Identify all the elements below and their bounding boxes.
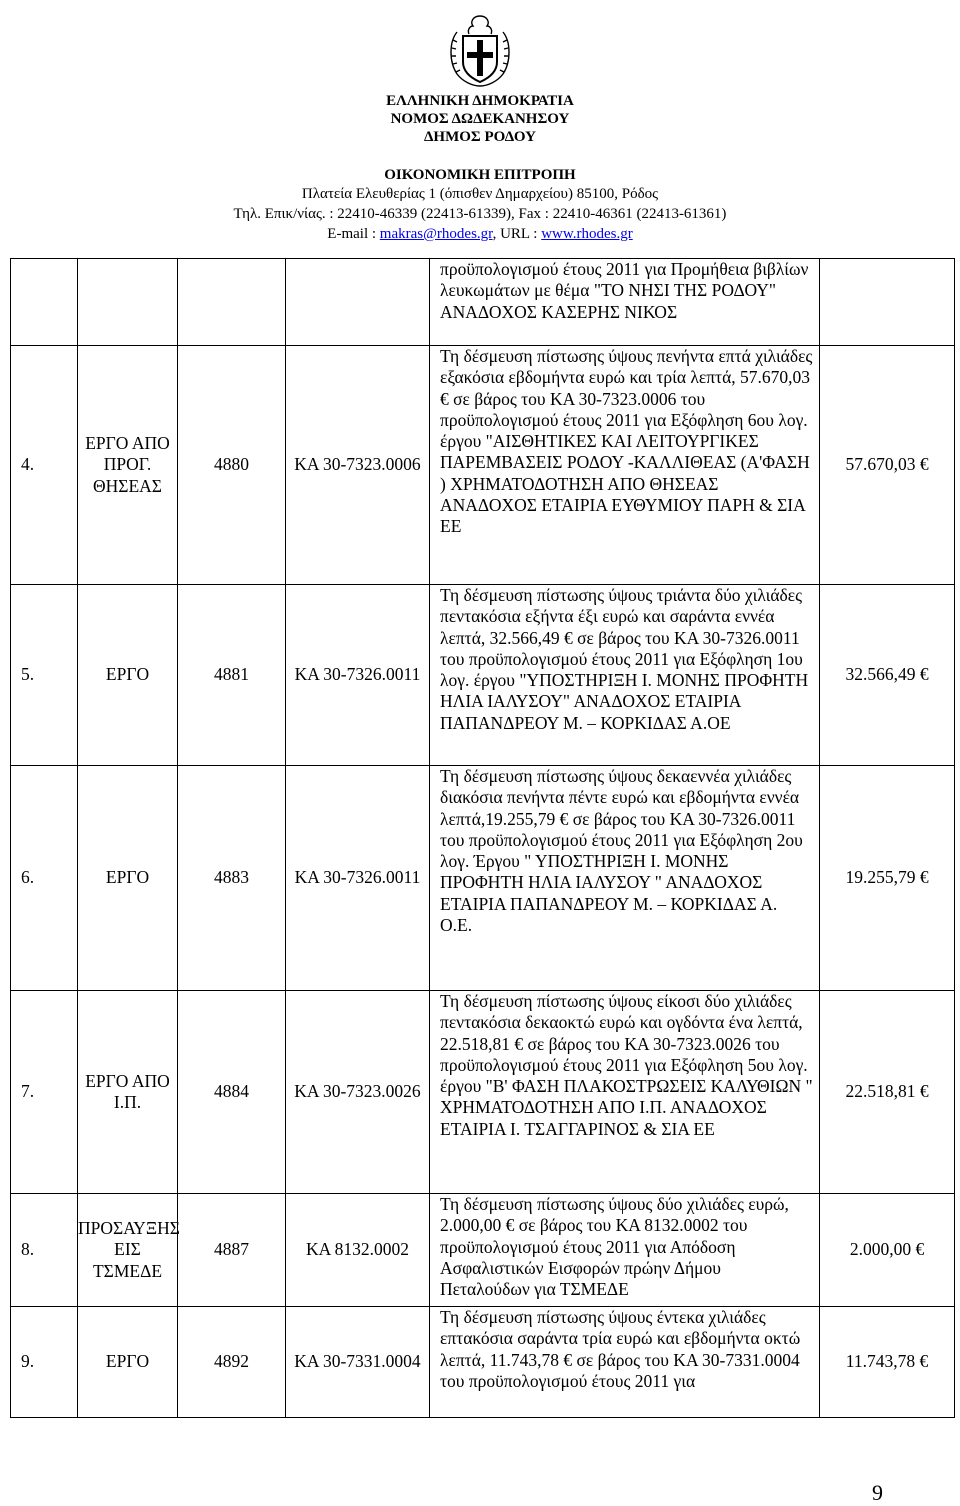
table-row (11, 346, 955, 585)
continuation-text: προϋπολογισμού έτους 2011 για Προμήθεια βιβλίων λευκωμάτων με θέμα "ΤΟ ΝΗΣΙ ΤΗΣ ΡΟΔΟΥ" ΑΝΑΔΟΧΟΣ ΚΑΣΕΡΗΣ ΝΙΚΟΣ (430, 259, 820, 346)
row-type: ΕΡΓΟ ΑΠΟ ΠΡΟΓ. ΘΗΣΕΑΣ (78, 346, 178, 585)
row-description: Τη δέσμευση πίστωσης ύψους είκοσι δύο χιλιάδες πεντακόσια δεκαοκτώ ευρώ και ογδόντα ένα λεπτά, 22.518,81 € σε βάρος του ΚΑ 30-7323.0026 του προϋπολογισμού έτους 2011 για Εξόφληση 5ου λογ. έργου "Β' ΦΑΣΗ ΠΛΑΚΟΣΤΡΩΣΕΙΣ ΚΑΛΥΘΙΩΝ " ΧΡΗΜΑΤΟΔΟΤΗΣΗ ΑΠΟ Ι.Π. ΑΝΑΔΟΧΟΣ ΕΤΑΙΡΙΑ Ι. ΤΣΑΓΓΑΡΙΝΟΣ & ΣΙΑ ΕΕ (430, 991, 820, 1194)
table-row (11, 1194, 955, 1307)
header-prefecture: ΝΟΜΟΣ ΔΩΔΕΚΑΝΗΣΟΥ (390, 111, 570, 127)
row-type: ΕΡΓΟ (78, 585, 178, 766)
row-type: ΕΡΓΟ (78, 766, 178, 991)
header-address: Πλατεία Ελευθερίας 1 (όπισθεν Δημαρχείου) 85100, Ρόδος (301, 186, 659, 202)
row-number: 5. (11, 585, 78, 766)
row-description: Τη δέσμευση πίστωσης ύψους τριάντα δύο χιλιάδες πεντακόσια εξήντα έξι ευρώ και σαράντα εννέα λεπτά, 32.566,49 € σε βάρος του ΚΑ 30-7326.0011 του προϋπολογισμού έτους 2011 για Εξόφληση 1ου λογ. έργου "ΥΠΟΣΤΗΡΙΞΗ Ι. ΜΟΝΗΣ ΠΡΟΦΗΤΗ ΗΛΙΑ ΙΑΛΥΣΟΥ" ΑΝΑΔΟΧΟΣ ΕΤΑΙΡΙΑ ΠΑΠΑΝΔΡΕΟΥ Μ. – ΚΟΡΚΙΔΑΣ Α.ΟΕ (430, 585, 820, 766)
row-amount: 22.518,81 € (820, 991, 955, 1194)
row-ka: ΚΑ 30-7331.0004 (286, 1307, 430, 1418)
url-link[interactable]: www.rhodes.gr (541, 226, 633, 242)
table-row (11, 766, 955, 991)
row-id: 4892 (178, 1307, 286, 1418)
table-row (11, 1307, 955, 1418)
row-ka: ΚΑ 30-7323.0026 (286, 991, 430, 1194)
row-ka: ΚΑ 30-7326.0011 (286, 585, 430, 766)
header-phones: Τηλ. Επικ/νίας. : 22410-46339 (22413-61339), Fax : 22410-46361 (22413-61361) (233, 206, 727, 222)
row-id: 4884 (178, 991, 286, 1194)
row-amount: 2.000,00 € (820, 1194, 955, 1307)
row-amount: 57.670,03 € (820, 346, 955, 585)
continuation-row (11, 259, 955, 346)
row-number: 9. (11, 1307, 78, 1418)
header-committee: ΟΙΚΟΝΟΜΙΚΗ ΕΠΙΤΡΟΠΗ (384, 167, 576, 183)
row-number: 7. (11, 991, 78, 1194)
row-type: ΕΡΓΟ (78, 1307, 178, 1418)
header-contacts (0, 224, 960, 244)
row-amount: 19.255,79 € (820, 766, 955, 991)
row-id: 4883 (178, 766, 286, 991)
row-description: Τη δέσμευση πίστωσης ύψους πενήντα επτά χιλιάδες εξακόσια εβδομήντα ευρώ και τρία λεπτά, 57.670,03 € σε βάρος του ΚΑ 30-7323.0006 του προϋπολογισμού έτους 2011 για Εξόφληση 6ου λογ. έργου "ΑΙΣΘΗΤΙΚΕΣ ΚΑΙ ΛΕΙΤΟΥΡΓΙΚΕΣ ΠΑΡΕΜΒΑΣΕΙΣ ΡΟΔΟΥ -ΚΑΛΛΙΘΕΑΣ (Α'ΦΑΣΗ ) ΧΡΗΜΑΤΟΔΟΤΗΣΗ ΑΠΟ ΘΗΣΕΑΣ ΑΝΑΔΟΧΟΣ ΕΤΑΙΡΙΑ ΕΥΘΥΜΙΟΥ ΠΑΡΗ & ΣΙΑ ΕΕ (430, 346, 820, 585)
row-number: 4. (11, 346, 78, 585)
email-label: E-mail : (327, 226, 380, 242)
table-row (11, 585, 955, 766)
page-number: 9 (872, 1480, 883, 1505)
commitments-table (10, 258, 955, 1418)
header-republic: ΕΛΛΗΝΙΚΗ ΔΗΜΟΚΡΑΤΙΑ (386, 93, 574, 109)
row-description: Τη δέσμευση πίστωσης ύψους δύο χιλιάδες ευρώ, 2.000,00 € σε βάρος του ΚΑ 8132.0002 του προϋπολογισμού έτους 2011 για Απόδοση Ασφαλιστικών Εισφορών πρώην Δήμου Πεταλούδων για ΤΣΜΕΔΕ (430, 1194, 820, 1307)
coat-of-arms-emblem (443, 12, 517, 88)
row-type: ΠΡΟΣΑΥΞΗΣ ΕΙΣ ΤΣΜΕΔΕ (78, 1194, 178, 1307)
row-amount: 32.566,49 € (820, 585, 955, 766)
table-row (11, 991, 955, 1194)
row-ka: ΚΑ 8132.0002 (286, 1194, 430, 1307)
document-header (0, 92, 960, 244)
url-label: , URL : (492, 226, 542, 242)
row-id: 4880 (178, 346, 286, 585)
row-amount: 11.743,78 € (820, 1307, 955, 1418)
row-ka: ΚΑ 30-7323.0006 (286, 346, 430, 585)
row-type: ΕΡΓΟ ΑΠΟ Ι.Π. (78, 991, 178, 1194)
row-number: 6. (11, 766, 78, 991)
header-municipality: ΔΗΜΟΣ ΡΟΔΟΥ (424, 129, 536, 145)
row-id: 4881 (178, 585, 286, 766)
row-number: 8. (11, 1194, 78, 1307)
row-ka: ΚΑ 30-7326.0011 (286, 766, 430, 991)
row-description: Τη δέσμευση πίστωσης ύψους έντεκα χιλιάδες επτακόσια σαράντα τρία ευρώ και εβδομήντα οκτώ λεπτά, 11.743,78 € σε βάρος του ΚΑ 30-7331.0004 του προϋπολογισμού έτους 2011 για (430, 1307, 820, 1418)
email-link[interactable]: makras@rhodes.gr (379, 226, 493, 242)
row-description: Τη δέσμευση πίστωσης ύψους δεκαεννέα χιλιάδες διακόσια πενήντα πέντε ευρώ και εβδομήντα εννέα λεπτά,19.255,79 € σε βάρος του ΚΑ 30-7326.0011 του προϋπολογισμού έτους 2011 για Εξόφληση 2ου λογ. Έργου " ΥΠΟΣΤΗΡΙΞΗ Ι. ΜΟΝΗΣ ΠΡΟΦΗΤΗ ΗΛΙΑ ΙΑΛΥΣΟΥ " ΑΝΑΔΟΧΟΣ ΕΤΑΙΡΙΑ ΠΑΠΑΝΔΡΕΟΥ Μ. – ΚΟΡΚΙΔΑΣ Α. Ο.Ε. (430, 766, 820, 991)
row-id: 4887 (178, 1194, 286, 1307)
